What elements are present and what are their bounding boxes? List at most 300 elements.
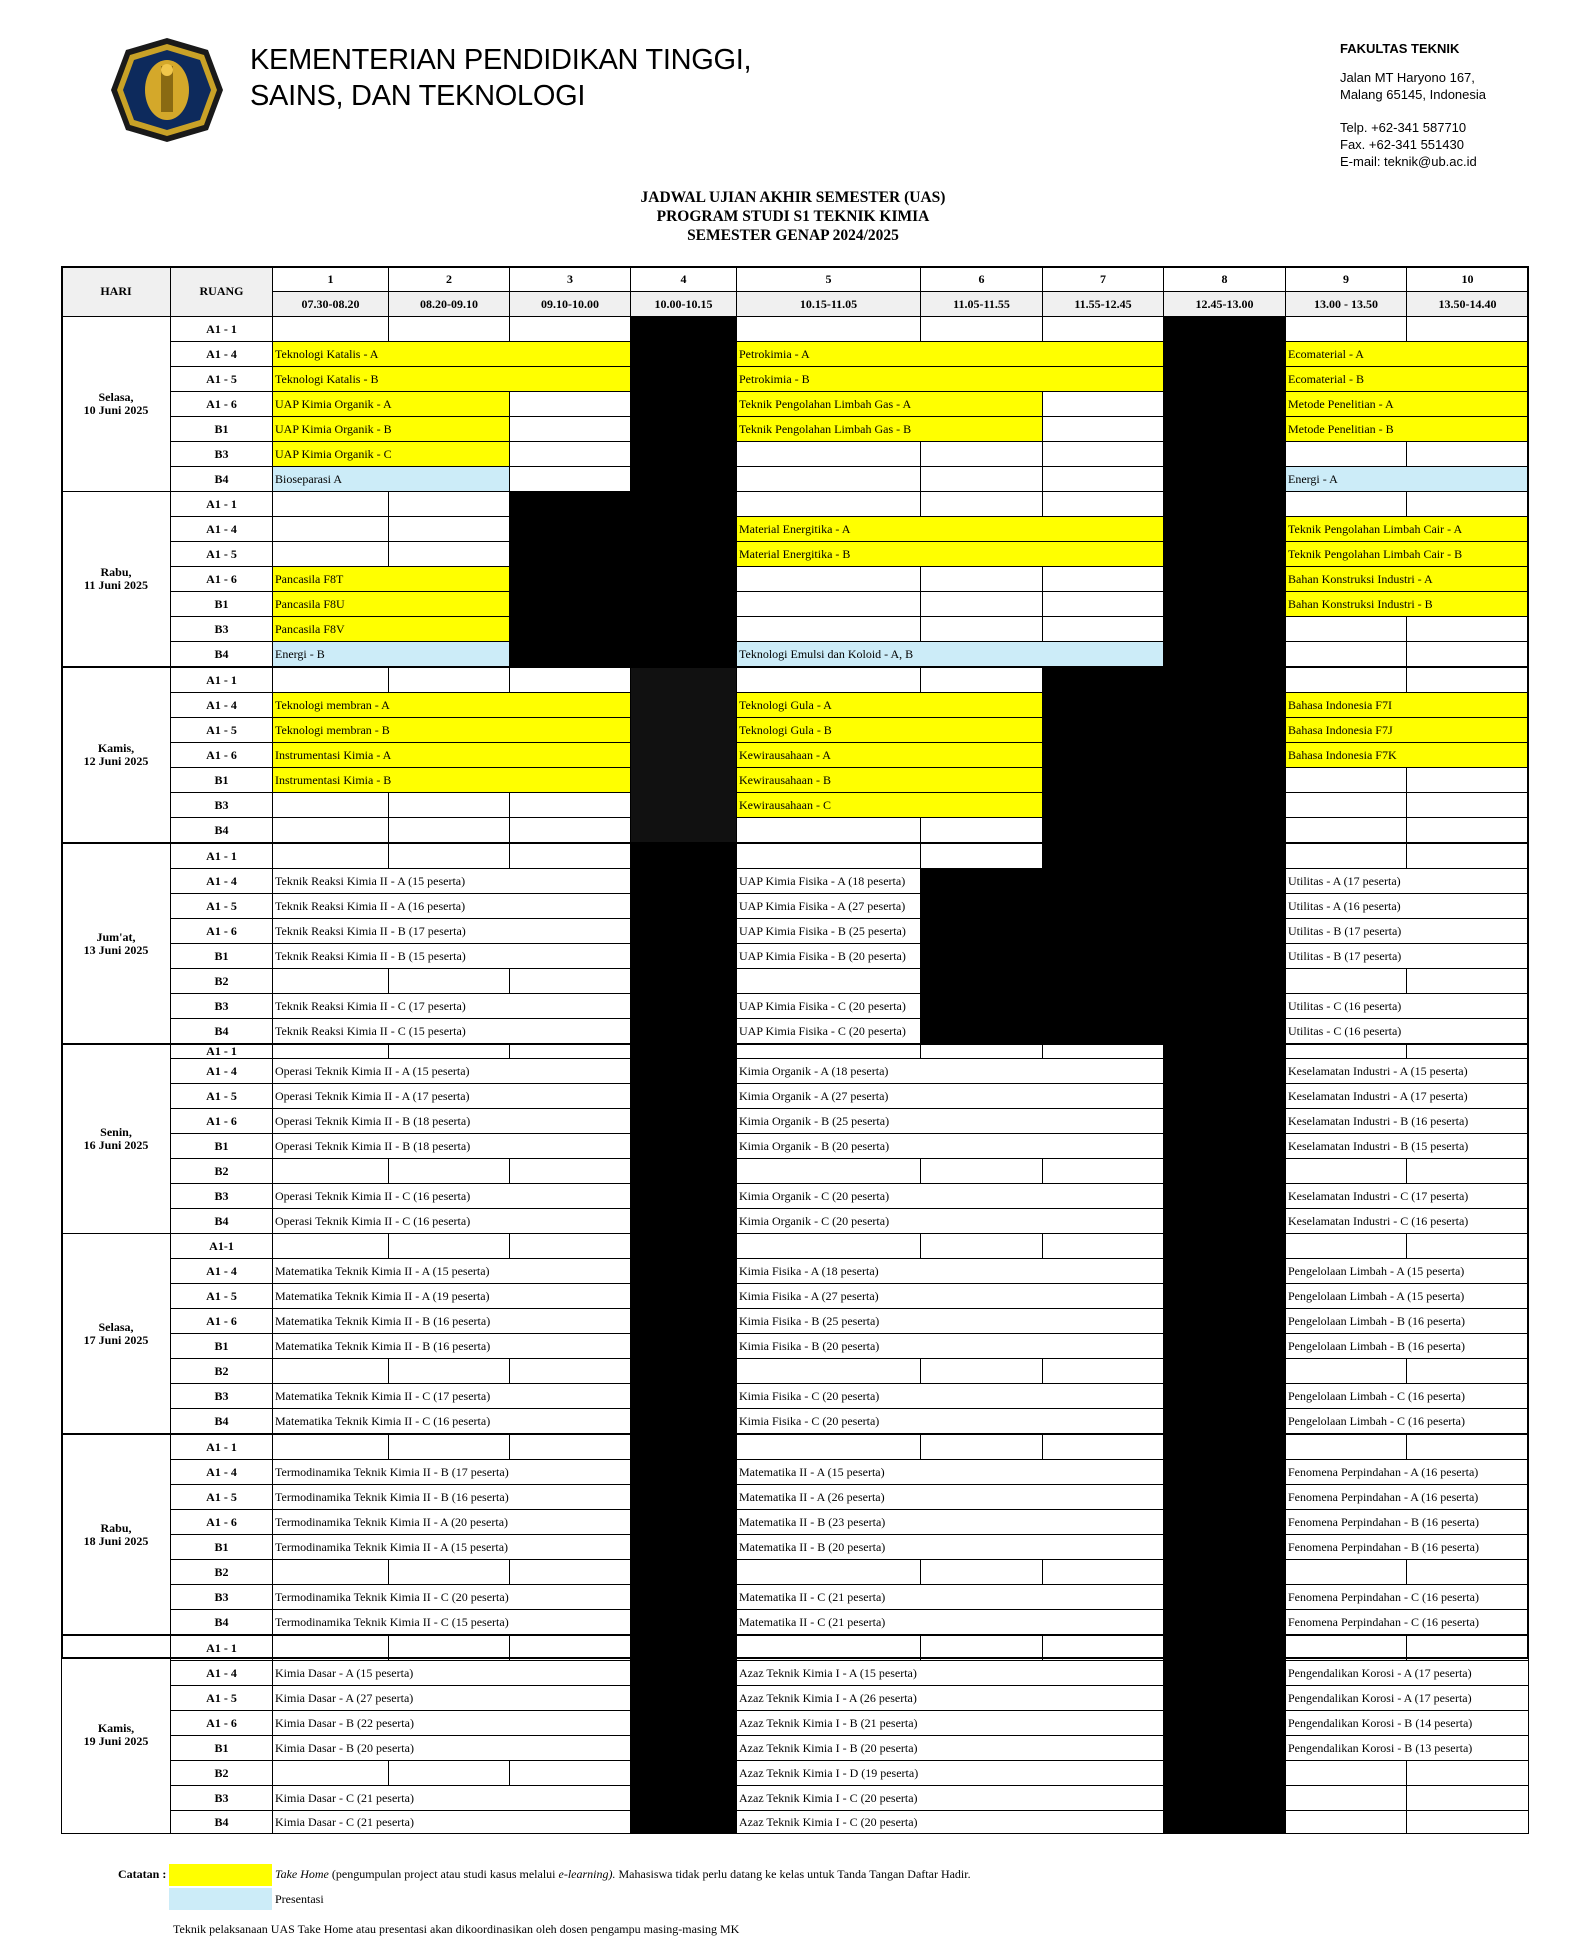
exam-cell: Pengendalikan Korosi - B (14 peserta) [1285,1710,1529,1736]
room-label: B1 [170,1333,273,1359]
room-label: A1 - 6 [170,1108,273,1134]
column-header-slot-number: 10 [1406,266,1529,292]
blocked-slot [630,667,737,843]
empty-slot [1042,566,1164,592]
room-label: A1 - 5 [170,1484,273,1510]
column-header-slot-time: 13.00 - 13.50 [1285,291,1407,317]
blocked-slot [630,1233,737,1434]
empty-slot [1042,591,1164,617]
exam-cell: Keselamatan Industri - B (15 peserta) [1285,1133,1529,1159]
exam-cell: Kimia Organik - A (18 peserta) [736,1058,1164,1084]
room-label: A1 - 4 [170,1258,273,1284]
blocked-slot [630,1635,737,1834]
exam-cell: Ecomaterial - B [1285,366,1529,392]
room-label: B1 [170,591,273,617]
empty-slot [736,1158,921,1184]
empty-slot [1285,641,1407,667]
exam-cell: Bahasa Indonesia F7I [1285,692,1529,718]
room-label: B1 [170,1133,273,1159]
exam-cell: Utilitas - B (17 peserta) [1285,918,1529,944]
exam-cell: UAP Kimia Fisika - A (27 peserta) [736,893,921,919]
exam-cell: Pengendalikan Korosi - B (13 peserta) [1285,1735,1529,1761]
blocked-slot [1042,843,1286,869]
exam-cell: Matematika Teknik Kimia II - A (15 peserta) [272,1258,631,1284]
room-label: A1 - 5 [170,1685,273,1711]
room-label: B2 [170,1559,273,1585]
column-header-slot-time: 07.30-08.20 [272,291,389,317]
empty-slot [1285,843,1407,869]
exam-cell: Matematika Teknik Kimia II - A (19 peserta) [272,1283,631,1309]
empty-slot [1406,1044,1529,1059]
blocked-slot [630,1434,737,1635]
empty-slot [388,792,510,818]
blocked-slot [1163,316,1286,492]
empty-slot [1285,616,1407,642]
empty-slot [1285,1233,1407,1259]
day-label [61,667,171,843]
exam-cell: Utilitas - C (16 peserta) [1285,993,1529,1019]
empty-slot [1285,1810,1407,1834]
exam-cell: UAP Kimia Fisika - A (18 peserta) [736,868,921,894]
empty-slot [1285,1158,1407,1184]
empty-slot [1042,466,1164,492]
exam-cell: Matematika Teknik Kimia II - B (16 peserta) [272,1333,631,1359]
room-label: A1 - 5 [170,893,273,919]
empty-slot [1406,1434,1529,1460]
exam-cell: Material Energitika - B [736,541,1164,567]
empty-slot [920,491,1043,517]
exam-cell: Keselamatan Industri - B (16 peserta) [1285,1108,1529,1134]
empty-slot [509,466,631,492]
room-label: A1 - 6 [170,1308,273,1334]
empty-slot [920,316,1043,342]
legend-take-home-swatch [169,1864,272,1886]
exam-cell: Pengelolaan Limbah - B (16 peserta) [1285,1333,1529,1359]
exam-cell: Azaz Teknik Kimia I - A (26 peserta) [736,1685,1164,1711]
empty-slot [272,1158,389,1184]
empty-slot [1285,1559,1407,1585]
exam-cell: Kimia Fisika - C (20 peserta) [736,1408,1164,1434]
exam-cell: Matematika II - C (21 peserta) [736,1609,1164,1635]
column-header-ruang: RUANG [170,266,273,317]
exam-cell: Azaz Teknik Kimia I - C (20 peserta) [736,1810,1164,1834]
day-label-line: Selasa, [98,1319,134,1334]
blocked-slot [1163,1635,1286,1834]
day-label-line: 12 Juni 2025 [83,754,149,768]
room-label: B4 [170,641,273,667]
empty-slot [1285,491,1407,517]
ministry-line-2: SAINS, DAN TEKNOLOGI [250,80,586,112]
room-label: B2 [170,968,273,994]
address-line-1: Jalan MT Haryono 167, [1340,70,1475,85]
exam-cell: UAP Kimia Organik - A [272,391,510,417]
exam-cell: Kimia Fisika - B (25 peserta) [736,1308,1164,1334]
exam-cell: Kimia Dasar - A (15 peserta) [272,1660,631,1686]
exam-cell: Bahasa Indonesia F7J [1285,717,1529,743]
exam-cell: Kimia Dasar - B (20 peserta) [272,1735,631,1761]
room-label: A1 - 1 [170,667,273,693]
exam-cell: Petrokimia - A [736,341,1164,367]
exam-cell: Bioseparasi A [272,466,510,492]
empty-slot [1042,491,1164,517]
exam-cell: Teknik Reaksi Kimia II - C (17 peserta) [272,993,631,1019]
exam-cell: Pancasila F8V [272,616,510,642]
exam-cell: Instrumentasi Kimia - B [272,767,631,793]
empty-slot [1042,1559,1164,1585]
room-label: A1 - 4 [170,341,273,367]
room-label: B3 [170,1183,273,1209]
room-label: B4 [170,1018,273,1044]
room-label: A1 - 5 [170,717,273,743]
empty-slot [1406,792,1529,818]
exam-cell: Pengelolaan Limbah - A (15 peserta) [1285,1258,1529,1284]
exam-cell: Matematika II - B (20 peserta) [736,1534,1164,1560]
room-label: A1 - 1 [170,316,273,342]
day-label [61,1434,171,1635]
empty-slot [509,817,631,843]
empty-slot [1285,792,1407,818]
exam-cell: Kimia Organik - B (25 peserta) [736,1108,1164,1134]
empty-slot [1406,1233,1529,1259]
exam-cell: UAP Kimia Organik - C [272,441,510,467]
empty-slot [1406,1785,1529,1811]
exam-cell: Instrumentasi Kimia - A [272,742,631,768]
empty-slot [509,1158,631,1184]
exam-cell: Utilitas - A (17 peserta) [1285,868,1529,894]
column-header-slot-number: 5 [736,266,921,292]
empty-slot [509,316,631,342]
room-label: B1 [170,943,273,969]
empty-slot [272,1044,389,1059]
legend-take-home-label: Take Home [275,1867,329,1881]
exam-cell: Termodinamika Teknik Kimia II - A (15 peserta) [272,1534,631,1560]
day-label [61,843,171,1044]
email: E-mail: teknik@ub.ac.id [1340,154,1477,169]
room-label: A1 - 1 [170,491,273,517]
empty-slot [736,1635,921,1661]
room-label: B4 [170,1208,273,1234]
room-label: A1 - 1 [170,1044,273,1059]
empty-slot [388,667,510,693]
day-label-line: Rabu, [100,1520,132,1535]
empty-slot [1406,1358,1529,1384]
empty-slot [272,1635,389,1661]
column-header-slot-number: 9 [1285,266,1407,292]
exam-cell: Pengelolaan Limbah - A (15 peserta) [1285,1283,1529,1309]
exam-cell: Utilitas - A (16 peserta) [1285,893,1529,919]
empty-slot [736,1559,921,1585]
empty-slot [1285,1358,1407,1384]
empty-slot [1285,1760,1407,1786]
empty-slot [1285,1434,1407,1460]
empty-slot [736,667,921,693]
column-header-slot-number: 3 [509,266,631,292]
day-label [61,1044,171,1234]
empty-slot [1285,1044,1407,1059]
empty-slot [1042,616,1164,642]
exam-cell: Kimia Dasar - C (21 peserta) [272,1785,631,1811]
day-label-line: 13 Juni 2025 [83,942,149,957]
exam-cell: Matematika II - A (15 peserta) [736,1459,1164,1485]
empty-slot [1042,1358,1164,1384]
empty-slot [736,591,921,617]
empty-slot [736,616,921,642]
exam-cell: UAP Kimia Fisika - C (20 peserta) [736,993,921,1019]
empty-slot [736,441,921,467]
exam-cell: Energi - A [1285,466,1529,492]
room-label: A1 - 6 [170,1710,273,1736]
room-label: A1 - 5 [170,1083,273,1109]
empty-slot [920,1434,1043,1460]
empty-slot [736,843,921,869]
exam-cell: Kewirausahaan - B [736,767,1043,793]
exam-cell: Bahasa Indonesia F7K [1285,742,1529,768]
empty-slot [736,1434,921,1460]
empty-slot [509,843,631,869]
room-label: B4 [170,1408,273,1434]
blocked-slot [630,316,737,492]
exam-cell: Kimia Fisika - A (18 peserta) [736,1258,1164,1284]
day-label [61,491,171,667]
exam-cell: Pengelolaan Limbah - C (16 peserta) [1285,1383,1529,1409]
empty-slot [1406,616,1529,642]
exam-cell: Teknik Reaksi Kimia II - A (16 peserta) [272,893,631,919]
column-header-slot-number: 4 [630,266,737,292]
column-header-slot-time: 11.05-11.55 [920,291,1043,317]
exam-cell: Teknik Pengolahan Limbah Cair - A [1285,516,1529,542]
room-label: B4 [170,817,273,843]
ministry-line-1: KEMENTERIAN PENDIDIKAN TINGGI, [250,44,752,76]
title-line-3: SEMESTER GENAP 2024/2025 [687,227,899,244]
empty-slot [1285,968,1407,994]
empty-slot [388,516,510,542]
exam-cell: Matematika Teknik Kimia II - C (17 peserta) [272,1383,631,1409]
empty-slot [388,1044,510,1059]
empty-slot [388,843,510,869]
empty-slot [1285,316,1407,342]
blocked-slot [630,1044,737,1234]
blocked-slot [1042,667,1286,843]
room-label: B3 [170,1383,273,1409]
empty-slot [1406,767,1529,793]
exam-cell: Azaz Teknik Kimia I - D (19 peserta) [736,1760,1164,1786]
empty-slot [1285,1635,1407,1661]
room-label: B2 [170,1760,273,1786]
exam-cell: Kimia Fisika - A (27 peserta) [736,1283,1164,1309]
exam-cell: Teknik Reaksi Kimia II - B (17 peserta) [272,918,631,944]
empty-slot [1285,1785,1407,1811]
exam-cell: UAP Kimia Organik - B [272,416,510,442]
exam-cell: Teknik Pengolahan Limbah Cair - B [1285,541,1529,567]
exam-cell: UAP Kimia Fisika - C (20 peserta) [736,1018,921,1044]
day-label-line: 17 Juni 2025 [83,1332,149,1347]
exam-cell: Utilitas - C (16 peserta) [1285,1018,1529,1044]
address-line-2: Malang 65145, Indonesia [1340,87,1487,102]
empty-slot [1406,441,1529,467]
exam-cell: Termodinamika Teknik Kimia II - B (17 peserta) [272,1459,631,1485]
exam-cell: Teknologi Katalis - A [272,341,631,367]
empty-slot [272,1760,389,1786]
exam-cell: Fenomena Perpindahan - C (16 peserta) [1285,1584,1529,1610]
column-header-slot-time: 08.20-09.10 [388,291,510,317]
empty-slot [509,667,631,693]
exam-cell: Teknologi Gula - A [736,692,1043,718]
empty-slot [920,1559,1043,1585]
day-label-line: Selasa, [98,390,134,404]
exam-cell: Matematika II - A (26 peserta) [736,1484,1164,1510]
day-label-line: 10 Juni 2025 [83,403,149,417]
column-header-slot-number: 2 [388,266,510,292]
empty-slot [272,817,389,843]
room-label: A1 - 4 [170,1660,273,1686]
room-label: B1 [170,1534,273,1560]
exam-cell: Azaz Teknik Kimia I - B (20 peserta) [736,1735,1164,1761]
room-label: A1-1 [170,1233,273,1259]
exam-cell: Kimia Organik - A (27 peserta) [736,1083,1164,1109]
exam-cell: UAP Kimia Fisika - B (25 peserta) [736,918,921,944]
exam-cell: Teknologi membran - B [272,717,631,743]
exam-cell: UAP Kimia Fisika - B (20 peserta) [736,943,921,969]
exam-cell: Teknik Pengolahan Limbah Gas - B [736,416,1043,442]
day-label-line: 11 Juni 2025 [83,578,149,592]
empty-slot [388,1635,510,1661]
legend-take-home-text [275,1867,971,1881]
empty-slot [388,491,510,517]
exam-cell: Azaz Teknik Kimia I - B (21 peserta) [736,1710,1164,1736]
exam-cell: Metode Penelitian - B [1285,416,1529,442]
empty-slot [509,1559,631,1585]
empty-slot [509,441,631,467]
day-label-line: 19 Juni 2025 [83,1733,149,1748]
empty-slot [1406,968,1529,994]
empty-slot [272,667,389,693]
exam-cell: Teknik Pengolahan Limbah Gas - A [736,391,1043,417]
exam-cell: Matematika Teknik Kimia II - B (16 peserta) [272,1308,631,1334]
room-label: B4 [170,1609,273,1635]
empty-slot [509,1044,631,1059]
room-label: B3 [170,1785,273,1811]
exam-cell: Teknologi Emulsi dan Koloid - A, B [736,641,1164,667]
legend-presentation-text: Presentasi [275,1892,324,1906]
empty-slot [388,1559,510,1585]
legend-elearning: e-learning). [558,1867,616,1881]
room-label: B3 [170,1584,273,1610]
exam-cell: Termodinamika Teknik Kimia II - C (15 peserta) [272,1609,631,1635]
empty-slot [736,566,921,592]
day-label-line: Rabu, [100,565,132,579]
column-header-slot-time: 09.10-10.00 [509,291,631,317]
empty-slot [272,843,389,869]
room-label: A1 - 5 [170,366,273,392]
room-label: A1 - 4 [170,868,273,894]
exam-cell: Operasi Teknik Kimia II - C (16 peserta) [272,1183,631,1209]
legend-note: Teknik pelaksanaan UAS Take Home atau presentasi akan dikoordinasikan oleh dosen pengampu masing-masing MK [173,1922,740,1936]
empty-slot [272,968,389,994]
empty-slot [1406,817,1529,843]
exam-cell: Matematika Teknik Kimia II - C (16 peserta) [272,1408,631,1434]
empty-slot [272,792,389,818]
exam-cell: Pancasila F8T [272,566,510,592]
room-label: A1 - 6 [170,918,273,944]
empty-slot [272,541,389,567]
column-header-slot-time: 11.55-12.45 [1042,291,1164,317]
empty-slot [388,1760,510,1786]
exam-cell: Kewirausahaan - A [736,742,1043,768]
exam-cell: Kimia Organik - C (20 peserta) [736,1183,1164,1209]
legend-take-home-desc-1: (pengumpulan project atau studi kasus melalui [328,1867,559,1881]
empty-slot [736,817,921,843]
exam-cell: Kimia Dasar - C (21 peserta) [272,1810,631,1834]
empty-slot [920,1358,1043,1384]
day-label-line: 16 Juni 2025 [83,1138,149,1152]
exam-cell: Keselamatan Industri - A (15 peserta) [1285,1058,1529,1084]
empty-slot [509,1434,631,1460]
exam-cell: Energi - B [272,641,510,667]
empty-slot [1285,441,1407,467]
legend-take-home-desc-2: Mahasiswa tidak perlu datang ke kelas untuk Tanda Tangan Daftar Hadir. [615,1867,971,1881]
empty-slot [1042,316,1164,342]
room-label: B1 [170,767,273,793]
room-label: A1 - 5 [170,541,273,567]
room-label: B1 [170,1735,273,1761]
exam-cell: Operasi Teknik Kimia II - B (18 peserta) [272,1133,631,1159]
exam-cell: Termodinamika Teknik Kimia II - C (20 peserta) [272,1584,631,1610]
empty-slot [736,1233,921,1259]
empty-slot [1042,1158,1164,1184]
empty-slot [509,1760,631,1786]
room-label: B1 [170,416,273,442]
day-label [61,1635,171,1834]
room-label: B2 [170,1358,273,1384]
empty-slot [1285,667,1407,693]
fax: Fax. +62-341 551430 [1340,137,1464,152]
empty-slot [1406,316,1529,342]
room-label: B2 [170,1158,273,1184]
empty-slot [1406,1559,1529,1585]
exam-cell: Pengendalikan Korosi - A (17 peserta) [1285,1685,1529,1711]
room-label: B3 [170,616,273,642]
exam-cell: Teknologi membran - A [272,692,631,718]
empty-slot [272,491,389,517]
day-label [61,316,171,492]
empty-slot [920,1158,1043,1184]
exam-cell: Bahan Konstruksi Industri - A [1285,566,1529,592]
empty-slot [1406,1810,1529,1834]
exam-cell: Termodinamika Teknik Kimia II - A (20 peserta) [272,1509,631,1535]
empty-slot [736,1044,921,1059]
room-label: A1 - 1 [170,1434,273,1460]
empty-slot [920,591,1043,617]
title-line-1: JADWAL UJIAN AKHIR SEMESTER (UAS) [640,189,946,206]
empty-slot [920,466,1043,492]
column-header-slot-number: 6 [920,266,1043,292]
empty-slot [272,316,389,342]
empty-slot [272,1559,389,1585]
title-line-2: PROGRAM STUDI S1 TEKNIK KIMIA [656,208,930,225]
empty-slot [509,1358,631,1384]
empty-slot [388,817,510,843]
room-label: A1 - 5 [170,1283,273,1309]
room-label: A1 - 4 [170,1058,273,1084]
exam-cell: Teknik Reaksi Kimia II - B (15 peserta) [272,943,631,969]
empty-slot [1285,817,1407,843]
exam-cell: Matematika II - C (21 peserta) [736,1584,1164,1610]
exam-cell: Kewirausahaan - C [736,792,1043,818]
blocked-slot [509,491,737,667]
blocked-slot [1163,1233,1286,1434]
room-label: A1 - 6 [170,566,273,592]
exam-cell: Kimia Fisika - B (20 peserta) [736,1333,1164,1359]
